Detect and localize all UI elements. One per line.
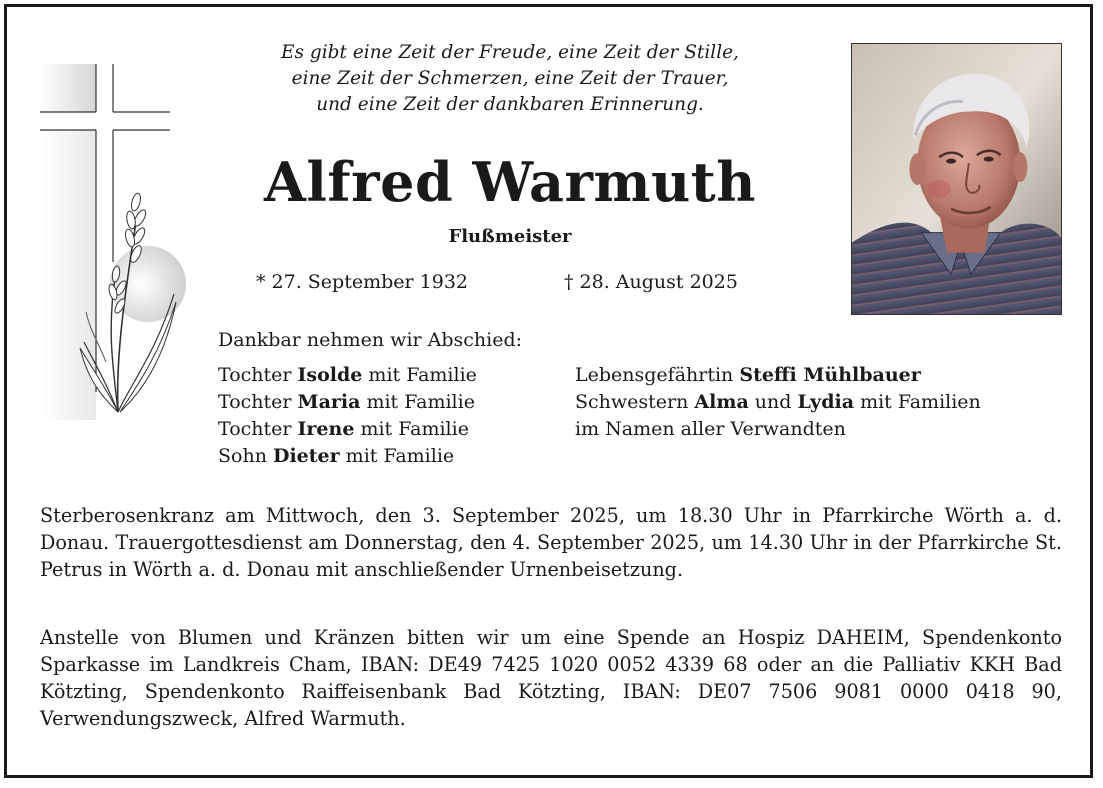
mourner-name: Maria <box>297 391 361 413</box>
death-date: † 28. August 2025 <box>564 271 738 293</box>
donation-info: Anstelle von Blumen und Kränzen bitten wir um eine Spende an Hospiz DAHEIM, Spendenkonto Sparkasse im Landkreis Cham, IBAN: DE49 7425 1020 0052 4339 68 oder an die Palliativ KKH Bad Kötzting, Spendenkonto Raiffeisenbank Bad Kötzting, IBAN: DE07 7506 9081 0000 0418 90, Verwendungszweck, Alfred Warmuth. <box>40 626 1062 730</box>
mourners-right <box>575 362 981 443</box>
mourner-line: Tochter Isolde mit Familie <box>218 364 477 386</box>
mourner-line: im Namen aller Verwandten <box>575 418 846 440</box>
mourner-name: Dieter <box>272 445 340 467</box>
mourner-name: Lydia <box>797 391 855 413</box>
portrait-photo <box>851 43 1062 315</box>
cross-wheat-icon <box>36 62 186 422</box>
mourner-name: Alma <box>694 391 749 413</box>
verse-line: Es gibt eine Zeit der Freude, eine Zeit der Stille, <box>281 42 739 63</box>
deceased-name: Alfred Warmuth <box>264 150 756 214</box>
mourner-line: Lebensgefährtin Steffi Mühlbauer <box>575 364 921 386</box>
mourner-name: Isolde <box>297 364 363 386</box>
farewell-heading: Dankbar nehmen wir Abschied: <box>218 329 523 351</box>
mourner-name: Steffi Mühlbauer <box>739 364 921 386</box>
mourner-line: Tochter Maria mit Familie <box>218 391 475 413</box>
verse-line: und eine Zeit der dankbaren Erinnerung. <box>316 94 704 115</box>
mourner-line: Tochter Irene mit Familie <box>218 418 469 440</box>
mourner-line: Schwestern Alma und Lydia mit Familien <box>575 391 981 413</box>
service-info: Sterberosenkranz am Mittwoch, den 3. September 2025, um 18.30 Uhr in Pfarrkirche Wörth a. d. Donau. Trauergottesdienst am Donnerstag, den 4. September 2025, um 14.30 Uhr in der Pfarrkirche St. Petrus in Wörth a. d. Donau mit anschließender Urnenbeisetzung. <box>40 504 1062 581</box>
memorial-verse <box>210 40 810 118</box>
mourners-left <box>218 362 477 470</box>
mourner-line: Sohn Dieter mit Familie <box>218 445 455 467</box>
birth-date: * 27. September 1932 <box>256 271 468 293</box>
deceased-profession: Flußmeister <box>448 226 572 247</box>
verse-line: eine Zeit der Schmerzen, eine Zeit der Trauer, <box>291 68 729 89</box>
mourner-name: Irene <box>297 418 355 440</box>
